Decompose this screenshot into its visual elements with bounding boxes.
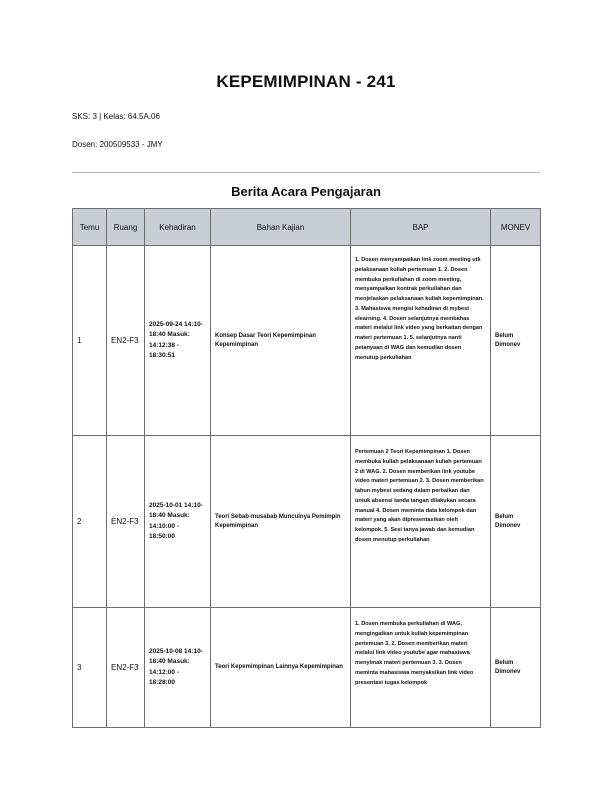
cell-monev: Belum Dimonev [491, 608, 541, 728]
divider [72, 172, 540, 173]
cell-kehadiran: 2025-09-24 14:10-18:40 Masuk: 14:12:38 - 18:30:51 [145, 246, 211, 436]
cell-temu: 2 [73, 436, 107, 608]
header-kehadiran: Kehadiran [145, 209, 211, 246]
cell-bahan-kajian: Teori Sebab-musabab Munculnya Pemimpin Kepemimpinan [211, 436, 351, 608]
cell-monev: Belum Dimonev [491, 246, 541, 436]
cell-kehadiran: 2025-10-08 14:10-18:40 Masuk: 14:12:00 - 18:28:00 [145, 608, 211, 728]
table-row [73, 246, 541, 436]
bap-table [72, 208, 541, 728]
header-bap: BAP [351, 209, 491, 246]
cell-monev: Belum Dimonev [491, 436, 541, 608]
cell-kehadiran: 2025-10-01 14:10-18:40 Masuk: 14:10:00 - 18:50:00 [145, 436, 211, 608]
cell-ruang: EN2-F3 [107, 246, 145, 436]
sks-kelas-line: SKS: 3 | Kelas: 64.5A.06 [72, 112, 160, 121]
header-temu: Temu [73, 209, 107, 246]
header-bahan-kajian: Bahan Kajian [211, 209, 351, 246]
table-row [73, 436, 541, 608]
cell-bap: 1. Dosen menyampaikan link zoom meeting utk pelaksanaan kuliah pertemuan 1. 2. Dosen membuka perkuliahan di zoom meeting, menyampaikan kontrak perkuliahan dan menjelaskan pelaksanaan kuliah kepemimpinan. 3. Mahasiswa mengisi kehadiran di mybest elearning. 4. Dosen selanjutnya membahas materi melalui link video yang berkaitan dengan materi pertemuan 1. 5. selanjutnya nanti petanyaan di WAG dan kemudian dosen menutup perkuliahan [351, 246, 491, 436]
cell-temu: 3 [73, 608, 107, 728]
dosen-line: Dosen: 200509533 - JMY [72, 140, 163, 149]
cell-bahan-kajian: Konsep Dasar Teori Kepemimpinan Kepemimpinan [211, 246, 351, 436]
header-ruang: Ruang [107, 209, 145, 246]
cell-bahan-kajian: Teori Kepemimpinan Lainnya Kepemimpinan [211, 608, 351, 728]
section-title: Berita Acara Pengajaran [231, 184, 381, 199]
document-title: KEPEMIMPINAN - 241 [216, 72, 396, 91]
cell-bap: Pertemuan 2 Teori Kepemimpinan 1. Dosen membuka kuliah pelaksanaan kuliah pertemuan 2 di WAG. 2. Dosen memberikan link youtube video materi pertemuan 2. 3. Dosen memberikan tahun mybest sedang dalam perbaikan dan untuk absensi tanda tangan dilakukan secara manual 4. Dosen meminta data kelompok dan materi yang akan dipresentasikan oleh kelompok. 5. Sesi tanya jawab dan kemudian dosen menutup perkuliahan [351, 436, 491, 608]
header-monev: MONEV [491, 209, 541, 246]
cell-bap: 1. Dosen membuka perkuliahan di WAG, mengingatkan untuk kuliah kepemimpinan pertemuan 3. 2. Dosen memberikan materi melalui link video youtube agar mahasiswa menyimak materi pertemuan 3. 3. Dosen meminta mahasiswa menyaksikan link video presentasi tugas kelompok [351, 608, 491, 728]
cell-temu: 1 [73, 246, 107, 436]
cell-ruang: EN2-F3 [107, 436, 145, 608]
table-header-row [73, 209, 541, 246]
cell-ruang: EN2-F3 [107, 608, 145, 728]
table-row [73, 608, 541, 728]
